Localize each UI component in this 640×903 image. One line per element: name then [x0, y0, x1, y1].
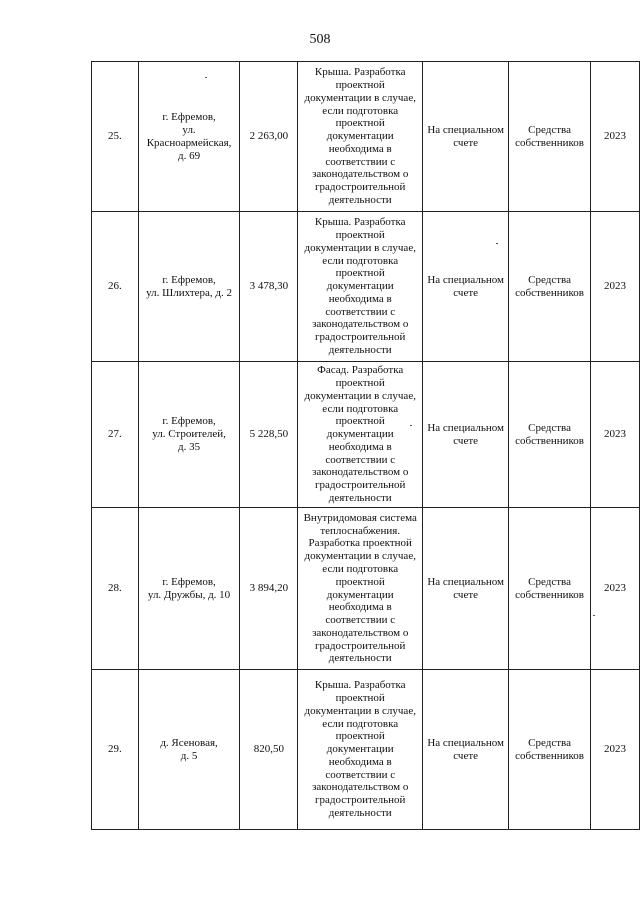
- work-line: документации в случае,: [304, 704, 416, 717]
- scan-speck: [205, 77, 207, 78]
- row-number-cell: 29.: [92, 670, 139, 830]
- funding-source-cell: [509, 508, 591, 670]
- address-cell: [138, 212, 240, 362]
- work-line: соответствии с: [325, 614, 396, 627]
- work-line: градостроительной: [314, 181, 406, 194]
- work-line: если подготовка: [322, 254, 399, 267]
- source-line: Средства: [528, 273, 571, 286]
- work-line: документации: [326, 130, 394, 143]
- work-line: градостроительной: [314, 331, 406, 344]
- work-line: необходима в: [328, 142, 392, 155]
- work-description-cell: [298, 212, 423, 362]
- area-cell: 3 478,30: [240, 212, 298, 362]
- account-cell: [423, 670, 509, 830]
- work-line: если подготовка: [322, 402, 399, 415]
- work-line: необходима в: [328, 601, 392, 614]
- address-line: Красноармейская,: [146, 136, 232, 149]
- work-line: проектной: [335, 117, 385, 130]
- work-line: теплоснабжения.: [320, 524, 401, 537]
- source-line: собственников: [515, 434, 584, 447]
- address-line: ул. Дружбы, д. 10: [147, 588, 231, 601]
- work-line: градостроительной: [314, 794, 406, 807]
- scan-speck: [410, 425, 412, 426]
- address-line: д. Ясеновая,: [160, 736, 218, 749]
- account-line: счете: [453, 749, 479, 762]
- funding-source-cell: [509, 362, 591, 508]
- address-line: ул. Шлихтера, д. 2: [146, 286, 232, 299]
- address-cell: [138, 362, 240, 508]
- account-line: счете: [453, 434, 479, 447]
- account-cell: [423, 212, 509, 362]
- work-line: Внутридомовая система: [303, 511, 417, 524]
- address-line: г. Ефремов,: [162, 110, 216, 123]
- source-line: Средства: [528, 736, 571, 749]
- work-description-cell: [298, 670, 423, 830]
- account-line: счете: [453, 286, 479, 299]
- address-line: д. 5: [180, 749, 198, 762]
- work-line: деятельности: [328, 344, 392, 357]
- work-line: деятельности: [328, 652, 392, 665]
- year-cell: 2023: [590, 212, 639, 362]
- work-line: проектной: [335, 575, 385, 588]
- account-cell: [423, 62, 509, 212]
- address-cell: [138, 508, 240, 670]
- address-line: д. 35: [178, 441, 201, 453]
- page-number: 508: [309, 32, 331, 47]
- source-line: Средства: [528, 575, 571, 588]
- year-cell: 2023: [590, 362, 639, 508]
- work-line: если подготовка: [322, 104, 399, 117]
- table-row: [92, 670, 640, 830]
- account-line: счете: [453, 136, 479, 149]
- work-line: законодательством о: [312, 466, 409, 479]
- work-line: проектной: [335, 267, 385, 280]
- work-line: проектной: [335, 730, 385, 743]
- work-description-cell: [298, 362, 423, 508]
- funding-source-cell: [509, 212, 591, 362]
- work-line: документации в случае,: [304, 91, 416, 104]
- funding-source-cell: [509, 670, 591, 830]
- work-description-cell: [298, 62, 423, 212]
- address-line: г. Ефремов,: [162, 415, 216, 427]
- work-line: проектной: [335, 78, 385, 91]
- work-line: Крыша. Разработка: [314, 679, 406, 692]
- scan-speck: [496, 243, 498, 244]
- work-line: необходима в: [328, 440, 392, 453]
- work-line: Фасад. Разработка: [317, 364, 404, 377]
- work-line: деятельности: [328, 492, 392, 505]
- address-cell: [138, 670, 240, 830]
- source-line: Средства: [528, 123, 571, 136]
- source-line: собственников: [515, 136, 584, 149]
- work-line: проектной: [335, 228, 385, 241]
- area-cell: 5 228,50: [240, 362, 298, 508]
- work-line: градостроительной: [314, 479, 406, 492]
- account-line: На специальном: [427, 736, 504, 749]
- scan-speck: [593, 615, 595, 616]
- repair-plan-table: [91, 61, 640, 830]
- work-line: документации: [326, 588, 394, 601]
- work-line: если подготовка: [322, 562, 399, 575]
- work-line: Крыша. Разработка: [314, 216, 406, 229]
- account-cell: [423, 508, 509, 670]
- account-line: На специальном: [427, 273, 504, 286]
- source-line: собственников: [515, 588, 584, 601]
- area-cell: 2 263,00: [240, 62, 298, 212]
- account-line: На специальном: [427, 421, 504, 434]
- address-line: г. Ефремов,: [162, 273, 216, 286]
- work-line: деятельности: [328, 194, 392, 207]
- account-line: На специальном: [427, 575, 504, 588]
- area-cell: 820,50: [240, 670, 298, 830]
- work-description-cell: [298, 508, 423, 670]
- work-line: документации: [326, 428, 394, 441]
- work-line: документации: [326, 280, 394, 293]
- work-line: соответствии с: [325, 768, 396, 781]
- source-line: Средства: [528, 421, 571, 434]
- work-line: Разработка проектной: [308, 537, 412, 550]
- table-row: [92, 508, 640, 670]
- table-body: [92, 62, 640, 830]
- work-line: необходима в: [328, 292, 392, 305]
- account-cell: [423, 362, 509, 508]
- funding-source-cell: [509, 62, 591, 212]
- work-line: соответствии с: [325, 453, 396, 466]
- year-cell: 2023: [590, 62, 639, 212]
- row-number-cell: 25.: [92, 62, 139, 212]
- work-line: проектной: [335, 415, 385, 428]
- area-cell: 3 894,20: [240, 508, 298, 670]
- account-line: счете: [453, 588, 479, 601]
- work-line: проектной: [335, 691, 385, 704]
- work-line: документации в случае,: [304, 550, 416, 563]
- work-line: законодательством о: [312, 626, 409, 639]
- work-line: документации в случае,: [304, 389, 416, 402]
- account-line: На специальном: [427, 123, 504, 136]
- work-line: если подготовка: [322, 717, 399, 730]
- row-number-cell: 26.: [92, 212, 139, 362]
- address-cell: [138, 62, 240, 212]
- address-line: ул. Строителей,: [152, 428, 226, 440]
- work-line: Крыша. Разработка: [314, 66, 406, 79]
- work-line: соответствии с: [325, 155, 396, 168]
- source-line: собственников: [515, 286, 584, 299]
- row-number-cell: 27.: [92, 362, 139, 508]
- row-number-cell: 28.: [92, 508, 139, 670]
- work-line: законодательством о: [312, 318, 409, 331]
- address-line: д. 69: [178, 149, 201, 162]
- source-line: собственников: [515, 749, 584, 762]
- work-line: проектной: [335, 376, 385, 389]
- address-line: ул.: [182, 123, 196, 136]
- address-line: г. Ефремов,: [162, 575, 216, 588]
- work-line: соответствии с: [325, 305, 396, 318]
- year-cell: 2023: [590, 508, 639, 670]
- table-row: [92, 212, 640, 362]
- work-line: деятельности: [328, 807, 392, 820]
- work-line: законодательством о: [312, 168, 409, 181]
- work-line: необходима в: [328, 755, 392, 768]
- work-line: законодательством о: [312, 781, 409, 794]
- table-row: [92, 62, 640, 212]
- work-line: градостроительной: [314, 639, 406, 652]
- table-row: [92, 362, 640, 508]
- work-line: документации в случае,: [304, 241, 416, 254]
- year-cell: 2023: [590, 670, 639, 830]
- work-line: документации: [326, 743, 394, 756]
